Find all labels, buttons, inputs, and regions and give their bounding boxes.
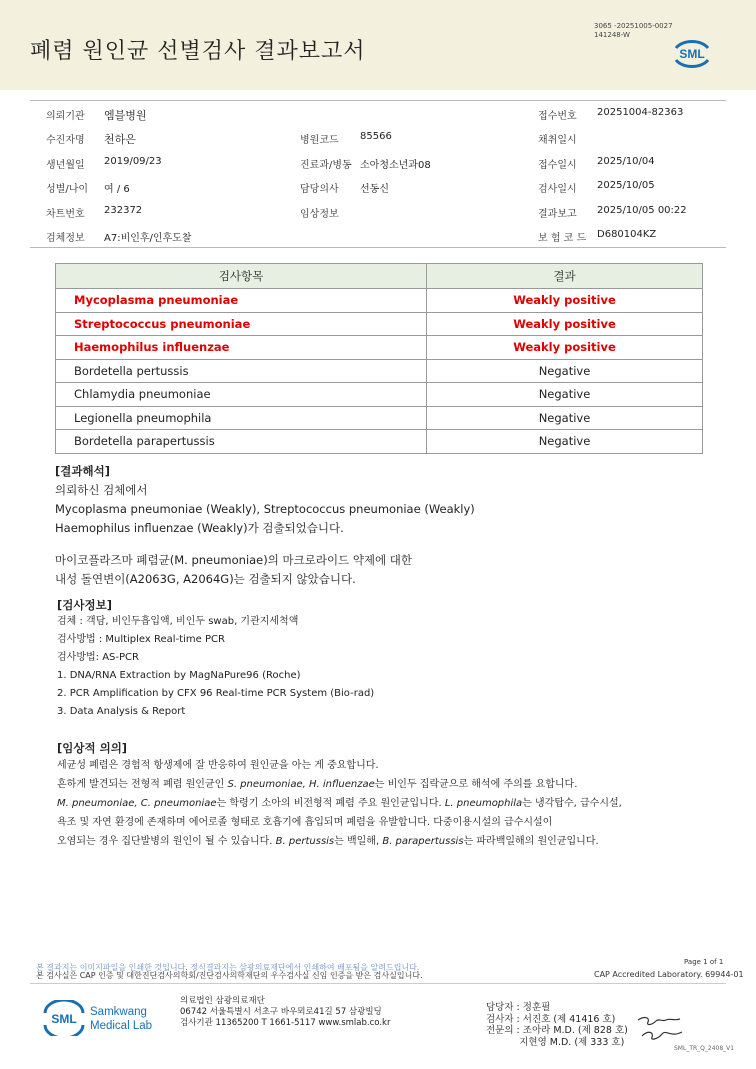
page-title: 폐렴 원인균 선별검사 결과보고서	[30, 39, 366, 64]
interpretation-line: Haemophilus influenzae (Weakly)가 검출되었습니다.	[55, 521, 344, 535]
specimen-value: A7:비인후/인후도찰	[104, 233, 192, 244]
test-item: Bordetella parapertussis	[56, 430, 427, 454]
test-info-line: 검사방법 : Multiplex Real-time PCR	[57, 634, 225, 645]
table-row	[56, 336, 703, 360]
table-row	[56, 359, 703, 383]
staff-info	[486, 1002, 628, 1048]
insurance-label: 보 험 코 드	[538, 233, 587, 244]
clinical-line: 욕조 및 자연 환경에 존재하며 에어로졸 형태로 호흡기에 흡입되며 폐렴을 유발합니다. 다중이용시설의 급수시설이	[57, 817, 553, 828]
clinical-info-label: 임상정보	[300, 209, 339, 220]
test-date-value: 2025/10/05	[597, 180, 655, 191]
test-item: Haemophilus influenzae	[56, 336, 427, 360]
clinical-line: 세균성 폐렴은 경험적 항생제에 잘 반응하여 원인균을 아는 게 중요합니다.	[57, 760, 379, 771]
collect-date-label: 채취일시	[538, 135, 577, 146]
test-info-text	[57, 613, 374, 721]
print-notice: 본 결과지는 이미지파일을 인쇄한 것입니다. 정식결과지는 삼광의료재단에서 인쇄하여 배포됨을 알려드립니다.	[36, 963, 420, 972]
results-header-row	[56, 264, 703, 289]
test-info-line: 검체 : 객담, 비인두흡입액, 비인두 swab, 기관지세척액	[57, 616, 299, 627]
info-divider-top	[30, 100, 726, 101]
svg-text:SML: SML	[679, 47, 705, 61]
test-info-title: [검사정보]	[57, 598, 112, 612]
sex-age-label: 성별/나이	[46, 184, 89, 195]
test-item: Chlamydia pneumoniae	[56, 383, 427, 407]
test-item: Bordetella pertussis	[56, 359, 427, 383]
col-result-header: 결과	[427, 264, 703, 289]
test-item: Mycoplasma pneumoniae	[56, 289, 427, 313]
receipt-date-value: 2025/10/04	[597, 156, 655, 167]
receipt-date-label: 접수일시	[538, 160, 577, 171]
test-result: Weakly positive	[427, 312, 703, 336]
signature-icon	[636, 1012, 684, 1044]
page-number: Page 1 of 1	[684, 958, 724, 966]
org-contact: 검사기관 11365200 T 1661-5117 www.smlab.co.kr	[180, 1018, 391, 1028]
staff-line: 전문의 : 조아라 M.D. (제 828 호)	[486, 1025, 628, 1036]
receipt-no-value: 20251004-82363	[597, 107, 684, 118]
birth-value: 2019/09/23	[104, 156, 162, 167]
col-item-header: 검사항목	[56, 264, 427, 289]
svg-text:Samkwang: Samkwang	[90, 1006, 147, 1018]
interpretation-line: 내성 돌연변이(A2063G, A2064G)는 검출되지 않았습니다.	[55, 572, 356, 586]
org-address: 06742 서울특별시 서초구 바우뫼로41길 57 삼광빌딩	[180, 1007, 382, 1017]
chart-no-label: 차트번호	[46, 209, 85, 220]
table-row	[56, 289, 703, 313]
clinical-text	[57, 756, 622, 851]
hospital-code-label: 병원코드	[300, 135, 339, 146]
document-code: 3065 -20251005-0027 141248-W	[594, 22, 673, 39]
samkwang-logo-icon	[42, 1000, 154, 1036]
test-result: Negative	[427, 383, 703, 407]
table-row	[56, 383, 703, 407]
test-item: Streptococcus pneumoniae	[56, 312, 427, 336]
interpretation-title: [결과해석]	[55, 464, 110, 478]
dept-label: 진료과/병동	[300, 160, 352, 171]
cap-accreditation: CAP Accredited Laboratory. 69944-01	[594, 970, 744, 979]
institution-value: 엠블병원	[104, 109, 147, 122]
receipt-no-label: 접수번호	[538, 111, 577, 122]
clinical-line: 흔하게 발견되는 전형적 폐렴 원인균인 S. pneumoniae, H. influenzae는 비인두 집락균으로 해석에 주의를 요합니다.	[57, 779, 578, 790]
birth-label: 생년월일	[46, 160, 85, 171]
staff-line: 담당자 : 정훈필	[486, 1002, 551, 1013]
test-result: Weakly positive	[427, 336, 703, 360]
doctor-label: 담당의사	[300, 184, 339, 195]
patient-label: 수진자명	[46, 135, 85, 146]
report-date-label: 결과보고	[538, 209, 577, 220]
table-row	[56, 430, 703, 454]
table-row	[56, 406, 703, 430]
test-date-label: 검사일시	[538, 184, 577, 195]
institution-label: 의뢰기관	[46, 111, 85, 122]
interpretation-line: 마이코플라즈마 폐렴균(M. pneumoniae)의 마크로라이드 약제에 대한	[55, 553, 413, 567]
insurance-value: D680104KZ	[597, 229, 657, 240]
info-divider-bottom	[30, 247, 726, 248]
resistance-text	[55, 551, 412, 589]
test-info-line: 2. PCR Amplification by CFX 96 Real-time PCR System (Bio-rad)	[57, 688, 375, 699]
test-info-line: 1. DNA/RNA Extraction by MagNaPure96 (Roche)	[57, 670, 301, 681]
dept-value: 소아청소년과08	[360, 160, 431, 171]
doctor-value: 선동신	[360, 184, 389, 195]
interpretation-line: Mycoplasma pneumoniae (Weakly), Streptococcus pneumoniae (Weakly)	[55, 502, 475, 516]
test-result: Weakly positive	[427, 289, 703, 313]
footer-divider	[30, 983, 726, 984]
sml-logo-icon	[670, 36, 714, 70]
form-code: SML_TR_Q_2408_V1	[674, 1045, 735, 1052]
sex-age-value: 여 / 6	[104, 184, 130, 195]
test-result: Negative	[427, 430, 703, 454]
chart-no-value: 232372	[104, 205, 143, 216]
specimen-label: 검체정보	[46, 233, 85, 244]
test-info-line: 검사방법: AS-PCR	[57, 652, 139, 663]
test-result: Negative	[427, 359, 703, 383]
results-table	[55, 263, 703, 454]
staff-line: 검사자 : 서진호 (제 41416 호)	[486, 1013, 616, 1025]
interpretation-text	[55, 481, 475, 538]
interpretation-line: 의뢰하신 검체에서	[55, 483, 148, 497]
test-result: Negative	[427, 406, 703, 430]
clinical-line: M. pneumoniae, C. pneumoniae는 학령기 소아의 비전형적 폐렴 주요 원인균입니다. L. pneumophila는 냉각탑수, 급수시설,	[57, 798, 622, 809]
test-item: Legionella pneumophila	[56, 406, 427, 430]
organization-info	[180, 996, 390, 1029]
staff-line: 지현영 M.D. (제 333 호)	[486, 1036, 625, 1048]
patient-value: 천하은	[104, 133, 136, 146]
clinical-line: 오염되는 경우 집단발병의 원인이 될 수 있습니다. B. pertussis는 백일해, B. parapertussis는 파라백일해의 원인균입니다.	[57, 836, 599, 847]
table-row	[56, 312, 703, 336]
svg-text:Medical Lab: Medical Lab	[90, 1020, 153, 1032]
accreditation-note: 본 검사실은 CAP 인증 및 대한진단검사의학회/진단검사의학재단의 우수검사실 신임 인증을 받은 검사실입니다.	[36, 971, 423, 980]
report-date-value: 2025/10/05 00:22	[597, 205, 687, 216]
svg-text:SML: SML	[51, 1012, 77, 1026]
clinical-title: [임상적 의의]	[57, 741, 128, 755]
hospital-code-value: 85566	[360, 131, 392, 142]
test-info-line: 3. Data Analysis & Report	[57, 706, 186, 717]
org-name: 의료법인 삼광의료재단	[180, 996, 265, 1006]
